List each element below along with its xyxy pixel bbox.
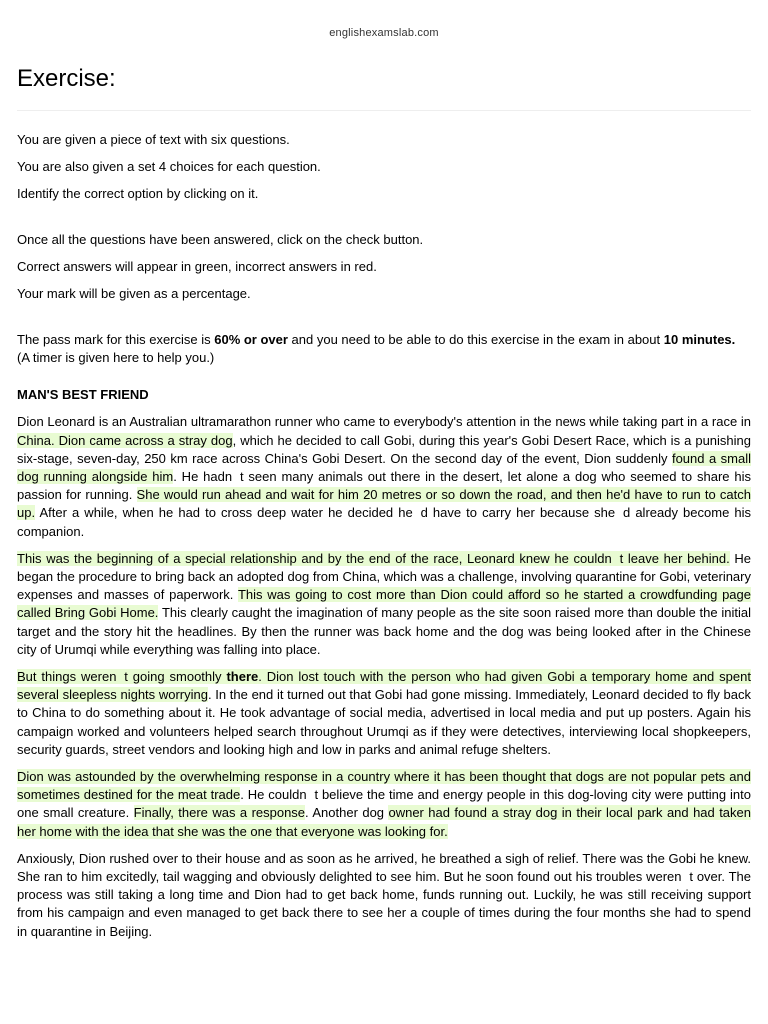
pass-mark-text [17,331,751,349]
passage-text: , which he decided to call Gobi, during this year's Gobi Desert Race, which is a punishing six-stage, seven-day, 250 km race across China's Gobi Desert. On the second day of the event, Dion suddenly [17,432,751,466]
passage-text: He began the procedure to bring back an adopted dog from China, which was a challenge, involving quarantine for Gobi, veterinary expenses and masses of paperwork. [17,550,752,603]
instruction-line: You are given a piece of text with six questions. [17,132,290,147]
passage-text: This clearly caught the imagination of many people as the site soon raised more than double the initial target and the story hit the headlines. By then the runner was back home and the dog was being looked after in the Chinese city of Urumqi while everything was falling into place. [17,605,751,657]
highlighted-text: China. Dion came across a stray dog [17,432,233,448]
page-title: Exercise: [17,65,116,92]
highlighted-text: found a small dog running alongside him [17,450,751,485]
passage-paragraph [17,768,751,841]
instruction-line: Correct answers will appear in green, incorrect answers in red. [17,259,377,274]
timer-note: (A timer is given here to help you.) [17,350,215,366]
spacer [17,312,751,331]
passage-paragraph [17,413,751,540]
highlighted-text: . Dion lost touch with the person who had given Gobi a temporary home and spent several sleepless nights worrying [17,669,751,703]
passage-text: . He couldnt believe the time and energy people in this dog-loving city were putting into one small creature. [17,787,751,821]
highlighted-text: But things werent going smoothly [17,669,227,685]
instruction-line: Once all the questions have been answered, click on the check button. [17,232,424,247]
instruction-line: You are also given a set 4 choices for each question. [17,159,321,174]
instructions [17,131,751,367]
passage-text: Anxiously, Dion rushed over to their house and as soon as he arrived, he breathed a sigh of relief. There was the Gobi he knew. She ran to him excitedly, tail wagging and obviously delighted to see him. But he soon found out his troubles werent over. The process was still taking a long time and Dion had to get back home, funds running out. Luckily, he was still receiving support from his campaign and even managed to get back there to see her a couple of times during the four months she had to spend in quarantine in Beijing. [17,850,751,939]
passage-text: . In the end it turned out that Gobi had gone missing. Immediately, Leonard decided to fly back to China to do something about it. He took advantage of social media, advertised in local media and put up posters. Again his campaign worked and volunteers helped search throughout Urumqi as if they were detectives, interviewing local shopkeepers, security guards, street vendors and looking high and low in parks and animal refuge shelters. [17,687,751,757]
passage-body [17,413,751,940]
pass-mark-middle: and you need to be able to do this exercise in the exam in about [287,332,664,347]
highlighted-text: She would run ahead and wait for him 20 metres or so down the road, and then he'd have to run to catch up. [17,487,751,521]
highlighted-text: Dion was astounded by the overwhelming response in a country where it has been thought that dogs are not popular pets and sometimes destined for the meat trade [17,769,751,803]
highlighted-text: This was going to cost more than Dion could afford so he started a crowdfunding page called Bring Gobi Home. [17,587,751,621]
highlighted-text: This was the beginning of a special relationship and by the end of the race, Leonard knew he couldnt leave her behind. [17,550,730,566]
passage-paragraph [17,550,751,659]
highlighted-text: owner had found a stray dog in their local park and had taken her home with the idea that she was the one that everyone was looking for. [17,805,751,839]
reading-passage [17,386,751,941]
passage-text: After a while, when he had to cross deep water he decided hed have to carry her because shed already become his companion. [17,505,751,539]
passage-text: . He hadnt seen many animals out there in the desert, let alone a dog who seemed to share his passion for running. [17,469,751,503]
passage-paragraph [17,850,751,941]
passage-text: Dion Leonard is an Australian ultramarathon runner who came to everybody's attention in the news while taking part in a race in [17,414,751,430]
title-divider [17,110,751,111]
spacer [17,376,751,386]
site-url[interactable]: englishexamslab.com [329,27,439,39]
highlighted-text: there [226,669,259,685]
highlighted-text: Finally, there was a response [133,805,306,821]
spacer [17,212,751,231]
time-limit-value: 10 minutes. [663,332,736,347]
main-content [17,131,751,950]
passage-text: . Another dog [305,805,389,821]
instruction-line: Your mark will be given as a percentage. [17,286,251,301]
passage-heading: MAN'S BEST FRIEND [17,387,149,403]
pass-mark-intro: The pass mark for this exercise is [17,332,215,347]
pass-mark-value: 60% or over [214,332,288,347]
passage-paragraph [17,668,751,759]
instruction-line: Identify the correct option by clicking on it. [17,186,259,201]
